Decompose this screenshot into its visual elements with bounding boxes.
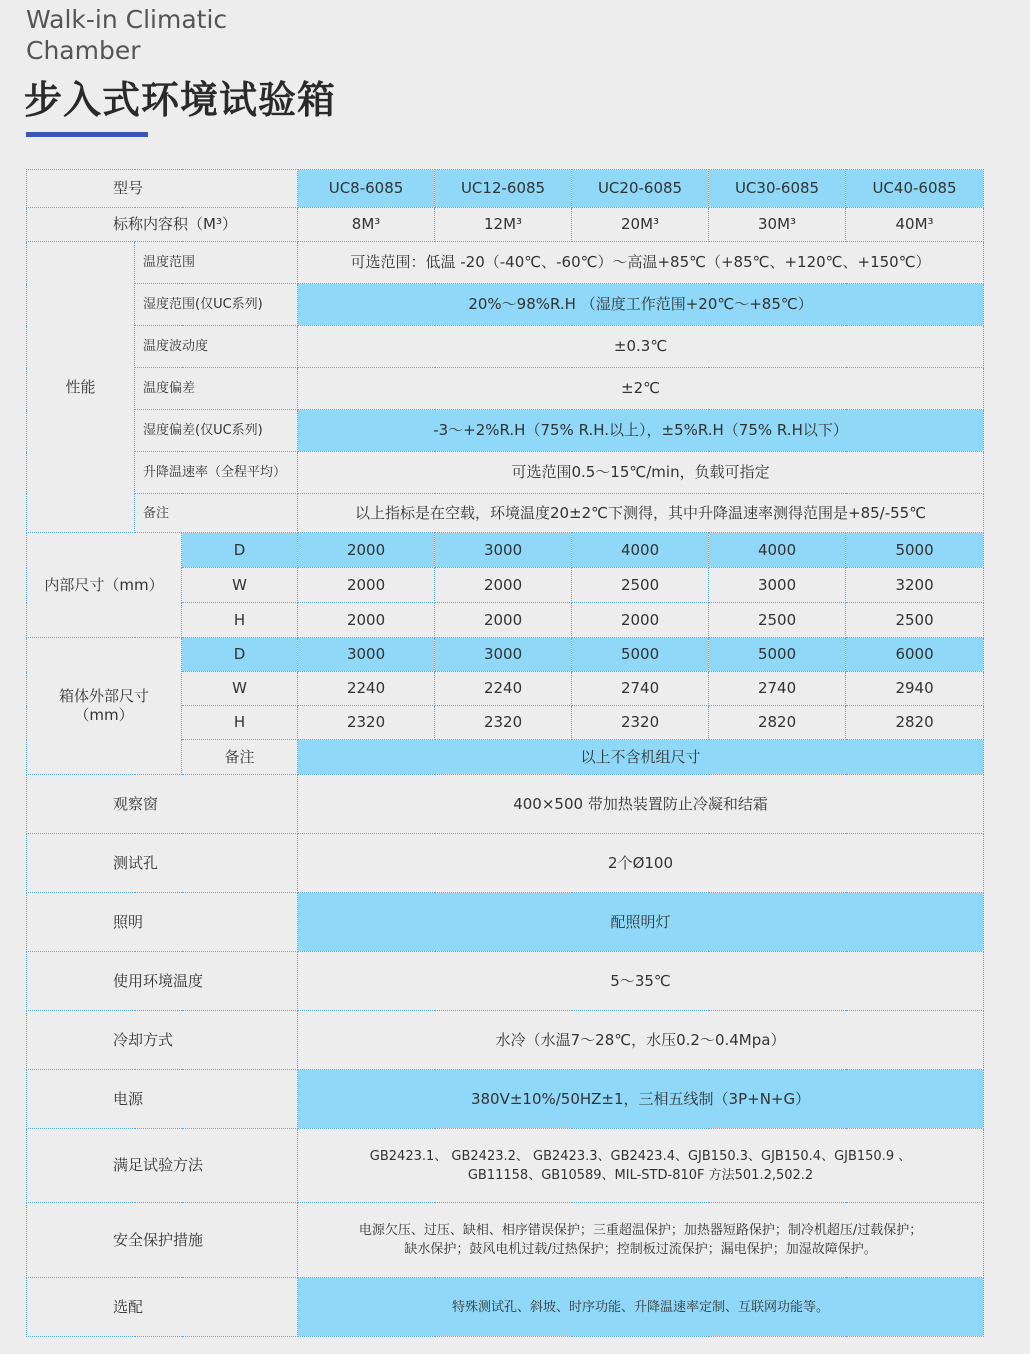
performance-label: 性能: [27, 242, 135, 533]
inner-dim-axis: H: [182, 603, 298, 638]
english-title-line2: Chamber: [26, 36, 141, 65]
outer-dim-value: 6000: [846, 638, 984, 672]
inner-dim-value: 2000: [298, 603, 435, 638]
inner-dim-value: 2000: [572, 603, 709, 638]
performance-param-value: 可选范围：低温 -20（-40℃、-60℃）～高温+85℃（+85℃、+120℃、+150℃）: [298, 242, 984, 284]
spec-table: [26, 169, 984, 1337]
inner-dim-value: 4000: [709, 533, 846, 568]
lighting-label: 照明: [27, 893, 298, 952]
volume-label: 标称内容积（M³）: [27, 208, 298, 242]
model-row: [27, 170, 984, 208]
ambient-row: [27, 952, 984, 1011]
performance-param-value: ±0.3℃: [298, 326, 984, 368]
performance-row: [27, 284, 984, 326]
performance-param-value: 20%～98%R.H （湿度工作范围+20℃～+85℃）: [298, 284, 984, 326]
safety-label: 安全保护措施: [27, 1203, 298, 1278]
volume-value: 12M³: [435, 208, 572, 242]
options-row: [27, 1278, 984, 1337]
volume-row: [27, 208, 984, 242]
chinese-title: 步入式环境试验箱: [24, 78, 337, 122]
volume-value: 20M³: [572, 208, 709, 242]
window-value: 400×500 带加热装置防止冷凝和结霜: [298, 775, 984, 834]
model-value: UC30-6085: [709, 170, 846, 208]
inner-dim-value: 3200: [846, 568, 984, 603]
inner-dim-value: 2500: [846, 603, 984, 638]
performance-param-value: 以上指标是在空载，环境温度20±2℃下测得，其中升降温速率测得范围是+85/-55℃: [298, 494, 984, 533]
english-title: [26, 4, 227, 66]
volume-value: 30M³: [709, 208, 846, 242]
lighting-value: 配照明灯: [298, 893, 984, 952]
options-label: 选配: [27, 1278, 298, 1337]
outer-dim-axis: H: [182, 706, 298, 740]
outer-note-label: 备注: [182, 740, 298, 775]
performance-param-label: 湿度偏差(仅UC系列): [135, 410, 298, 452]
inner-dim-value: 2500: [709, 603, 846, 638]
performance-row: [27, 452, 984, 494]
performance-param-label: 温度范围: [135, 242, 298, 284]
methods-row: [27, 1129, 984, 1203]
window-row: [27, 775, 984, 834]
outer-dim-axis: D: [182, 638, 298, 672]
outer-note-value: 以上不含机组尺寸: [298, 740, 984, 775]
cell-line: 箱体外部尺寸: [58, 687, 149, 705]
inner-dim-axis: W: [182, 568, 298, 603]
performance-param-value: ±2℃: [298, 368, 984, 410]
outer-dim-value: 2320: [572, 706, 709, 740]
cell-line: （mm）: [74, 706, 134, 724]
outer-dim-value: 2740: [709, 672, 846, 706]
cell-line: GB11158、GB10589、MIL-STD-810F 方法501.2,502.2: [467, 1167, 814, 1183]
performance-param-value: 可选范围0.5～15℃/min，负载可指定: [298, 452, 984, 494]
cell-line: 缺水保护；鼓风电机过载/过热保护；控制板过流保护；漏电保护；加湿故障保护。: [404, 1242, 877, 1257]
cell-line: 电源欠压、过压、缺相、相序错误保护；三重超温保护；加热器短路保护；制冷机超压/过载保护；: [358, 1223, 923, 1238]
inner-dim-axis: D: [182, 533, 298, 568]
cooling-label: 冷却方式: [27, 1011, 298, 1070]
volume-value: 40M³: [846, 208, 984, 242]
ambient-value: 5～35℃: [298, 952, 984, 1011]
inner-dim-row: [27, 533, 984, 568]
english-title-line1: Walk-in Climatic: [26, 5, 228, 34]
outer-dim-value: 2240: [298, 672, 435, 706]
power-row: [27, 1070, 984, 1129]
model-value: UC8-6085: [298, 170, 435, 208]
ambient-label: 使用环境温度: [27, 952, 298, 1011]
title-accent-bar: [26, 132, 148, 137]
outer-dim-value: 3000: [298, 638, 435, 672]
test-hole-label: 测试孔: [27, 834, 298, 893]
outer-dim-row: [27, 638, 984, 672]
outer-dim-value: 2320: [298, 706, 435, 740]
cooling-row: [27, 1011, 984, 1070]
model-label: 型号: [27, 170, 298, 208]
outer-dim-value: 3000: [435, 638, 572, 672]
performance-param-label: 备注: [135, 494, 298, 533]
performance-row: [27, 494, 984, 533]
inner-dim-value: 2000: [435, 603, 572, 638]
cooling-value: 水冷（水温7～28℃，水压0.2～0.4Mpa）: [298, 1011, 984, 1070]
inner-dim-value: 2000: [298, 568, 435, 603]
methods-value: [298, 1129, 984, 1203]
outer-dim-axis: W: [182, 672, 298, 706]
methods-label: 满足试验方法: [27, 1129, 298, 1203]
inner-dim-value: 3000: [435, 533, 572, 568]
outer-dim-value: 2820: [709, 706, 846, 740]
performance-row: [27, 368, 984, 410]
inner-dim-value: 3000: [709, 568, 846, 603]
safety-row: [27, 1203, 984, 1278]
inner-dim-value: 5000: [846, 533, 984, 568]
options-value: 特殊测试孔、斜坡、时序功能、升降温速率定制、互联网功能等。: [298, 1278, 984, 1337]
inner-dim-value: 2000: [435, 568, 572, 603]
power-label: 电源: [27, 1070, 298, 1129]
performance-row: [27, 410, 984, 452]
model-value: UC12-6085: [435, 170, 572, 208]
performance-row: [27, 326, 984, 368]
inner-dim-value: 2000: [298, 533, 435, 568]
outer-dim-value: 2940: [846, 672, 984, 706]
performance-row: [27, 242, 984, 284]
outer-dim-value: 2240: [435, 672, 572, 706]
performance-param-value: -3～+2%R.H（75% R.H.以上），±5%R.H（75% R.H以下）: [298, 410, 984, 452]
outer-dim-value: 2740: [572, 672, 709, 706]
window-label: 观察窗: [27, 775, 298, 834]
outer-dim-value: 2820: [846, 706, 984, 740]
outer-dim-value: 2320: [435, 706, 572, 740]
model-value: UC20-6085: [572, 170, 709, 208]
performance-param-label: 温度偏差: [135, 368, 298, 410]
power-value: 380V±10%/50HZ±1，三相五线制（3P+N+G）: [298, 1070, 984, 1129]
inner-dim-label: 内部尺寸（mm）: [27, 533, 182, 638]
performance-param-label: 温度波动度: [135, 326, 298, 368]
cell-line: GB2423.1、 GB2423.2、 GB2423.3、GB2423.4、GJB150.3、GJB150.4、GJB150.9 、: [369, 1148, 912, 1164]
outer-dim-value: 5000: [572, 638, 709, 672]
model-value: UC40-6085: [846, 170, 984, 208]
performance-param-label: 湿度范围(仅UC系列): [135, 284, 298, 326]
volume-value: 8M³: [298, 208, 435, 242]
inner-dim-value: 4000: [572, 533, 709, 568]
performance-param-label: 升降温速率（全程平均）: [135, 452, 298, 494]
lighting-row: [27, 893, 984, 952]
inner-dim-value: 2500: [572, 568, 709, 603]
outer-dim-label: [27, 638, 182, 775]
outer-dim-value: 5000: [709, 638, 846, 672]
test-hole-value: 2个Ø100: [298, 834, 984, 893]
safety-value: [298, 1203, 984, 1278]
test-hole-row: [27, 834, 984, 893]
